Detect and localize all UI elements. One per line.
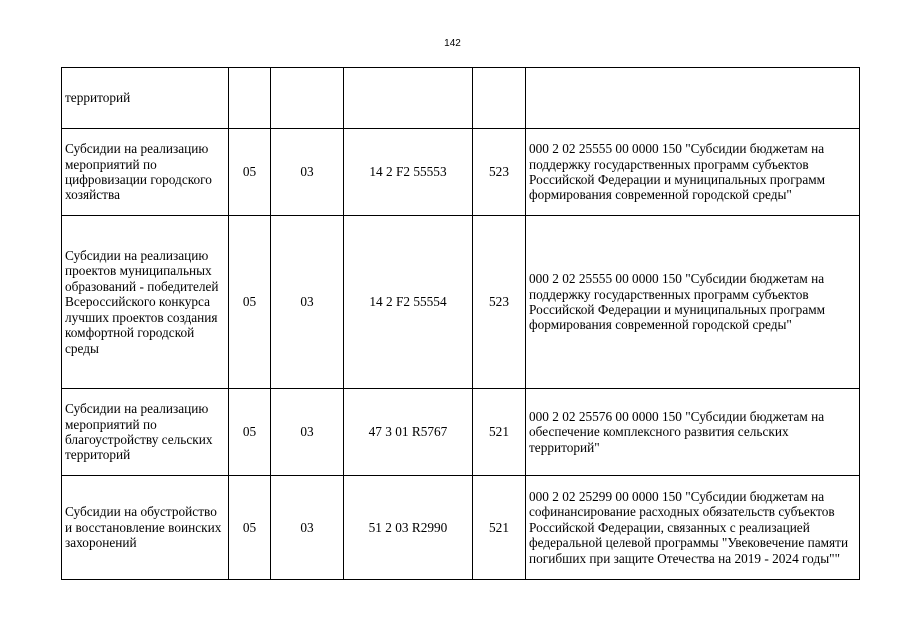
- target-article-cell: 14 2 F2 55553: [344, 129, 473, 216]
- subsidy-name-cell: Субсидии на реализацию мероприятий по цифровизации городского хозяйства: [62, 129, 229, 216]
- expense-type-cell: 521: [473, 389, 526, 476]
- subsidy-name-cell: Субсидии на обустройство и восстановление воинских захоронений: [62, 476, 229, 580]
- subsidy-name-cell: Субсидии на реализацию проектов муниципальных образований - победителей Всероссийского конкурса лучших проектов создания комфортной городской среды: [62, 216, 229, 389]
- table-row: [62, 476, 860, 580]
- expense-type-cell: [473, 68, 526, 129]
- revenue-source-cell: 000 2 02 25555 00 0000 150 "Субсидии бюджетам на поддержку государственных программ субъектов Российской Федерации и муниципальных программ формирования современной городской среды": [526, 129, 860, 216]
- expense-type-cell: 521: [473, 476, 526, 580]
- revenue-source-cell: 000 2 02 25299 00 0000 150 "Субсидии бюджетам на софинансирование расходных обязательств субъектов Российской Федерации, связанных с реализацией федеральной целевой программы "Увековечение памяти погибших при защите Отечества на 2019 - 2024 годы"": [526, 476, 860, 580]
- subsidy-table: [61, 67, 860, 580]
- table-row: [62, 389, 860, 476]
- target-article-cell: 47 3 01 R5767: [344, 389, 473, 476]
- expense-type-cell: 523: [473, 216, 526, 389]
- table-row: [62, 68, 860, 129]
- section-code-cell: [229, 68, 271, 129]
- section-code-cell: 05: [229, 389, 271, 476]
- revenue-source-cell: 000 2 02 25576 00 0000 150 "Субсидии бюджетам на обеспечение комплексного развития сельских территорий": [526, 389, 860, 476]
- subsection-code-cell: 03: [271, 129, 344, 216]
- target-article-cell: [344, 68, 473, 129]
- revenue-source-cell: 000 2 02 25555 00 0000 150 "Субсидии бюджетам на поддержку государственных программ субъектов Российской Федерации и муниципальных программ формирования современной городской среды": [526, 216, 860, 389]
- subsection-code-cell: 03: [271, 389, 344, 476]
- revenue-source-cell: [526, 68, 860, 129]
- section-code-cell: 05: [229, 476, 271, 580]
- expense-type-cell: 523: [473, 129, 526, 216]
- target-article-cell: 51 2 03 R2990: [344, 476, 473, 580]
- table-row: [62, 216, 860, 389]
- table-row: [62, 129, 860, 216]
- section-code-cell: 05: [229, 216, 271, 389]
- subsection-code-cell: [271, 68, 344, 129]
- section-code-cell: 05: [229, 129, 271, 216]
- page-number: 142: [444, 38, 461, 49]
- subsection-code-cell: 03: [271, 476, 344, 580]
- subsidy-name-cell: Субсидии на реализацию мероприятий по благоустройству сельских территорий: [62, 389, 229, 476]
- target-article-cell: 14 2 F2 55554: [344, 216, 473, 389]
- subsidy-name-cell: территорий: [62, 68, 229, 129]
- subsection-code-cell: 03: [271, 216, 344, 389]
